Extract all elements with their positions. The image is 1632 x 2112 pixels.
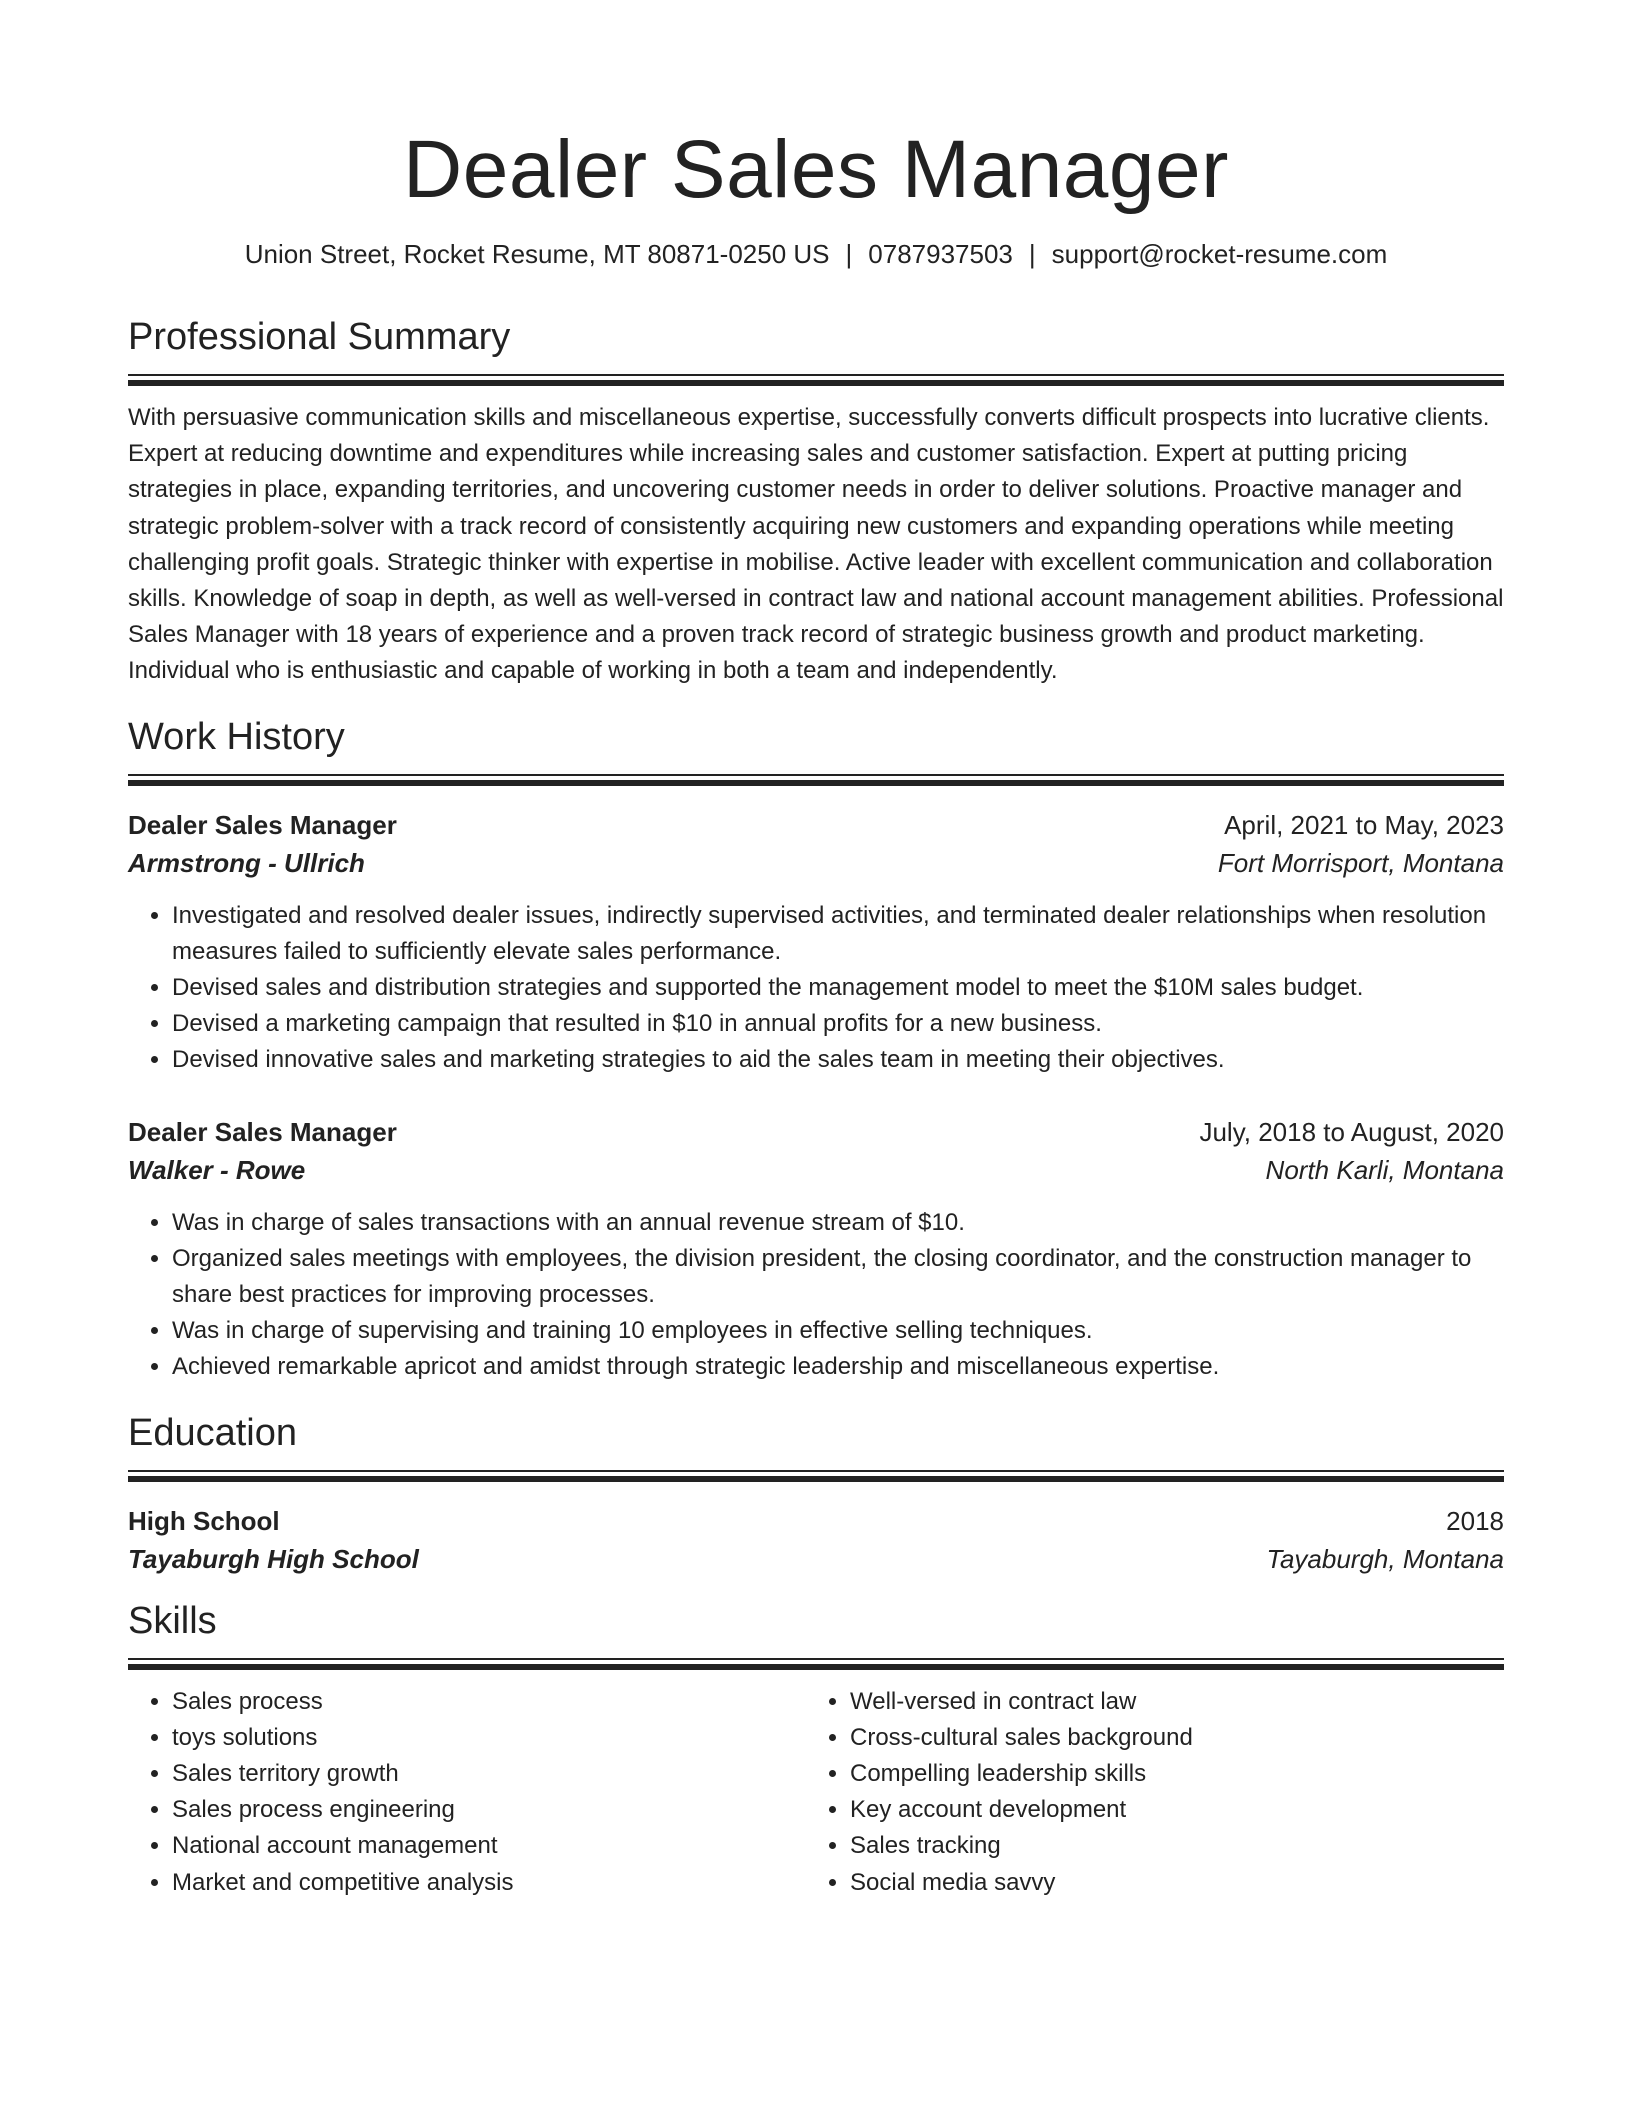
resume-page	[128, 0, 1504, 1901]
skill-item: • Compelling leadership skills	[850, 1756, 1484, 1792]
skills-column-left	[128, 1684, 806, 1901]
skill-item: • toys solutions	[172, 1720, 806, 1756]
email: support@rocket-resume.com	[1051, 239, 1388, 269]
employer: Armstrong - Ullrich	[128, 847, 365, 878]
job-bullet: • Was in charge of sales transactions with an annual revenue stream of $10.	[172, 1205, 1504, 1241]
skill-item: • Well-versed in contract law	[850, 1684, 1484, 1720]
contact-line	[128, 238, 1504, 270]
section-divider	[128, 774, 1504, 786]
job-bullet: • Devised sales and distribution strategies and supported the management model to meet the $10M sales budget.	[172, 970, 1504, 1006]
job-bullet: • Achieved remarkable apricot and amidst through strategic leadership and miscellaneous expertise.	[172, 1349, 1504, 1385]
job-location: North Karli, Montana	[1265, 1154, 1504, 1185]
section-divider	[128, 374, 1504, 386]
section-divider	[128, 1658, 1504, 1670]
education-entry	[128, 1502, 1504, 1578]
degree: High School	[128, 1505, 280, 1536]
skills-grid	[128, 1684, 1504, 1901]
skill-item: • Sales tracking	[850, 1828, 1484, 1864]
skills-column-right	[806, 1684, 1484, 1901]
address: Union Street, Rocket Resume, MT 80871-0250 US	[244, 239, 830, 269]
skill-item: • Market and competitive analysis	[172, 1865, 806, 1901]
skill-item: • Sales territory growth	[172, 1756, 806, 1792]
skills-section	[128, 1598, 1504, 1901]
job-bullet: • Organized sales meetings with employees, the division president, the closing coordinator, and the construction manager to share best practices for improving processes.	[172, 1241, 1504, 1313]
work-history-title: Work History	[128, 715, 345, 758]
job-entry	[128, 806, 1504, 1079]
candidate-name: Dealer Sales Manager	[403, 124, 1229, 215]
job-location: Fort Morrisport, Montana	[1217, 847, 1504, 878]
summary-section	[128, 314, 1504, 690]
job-entry	[128, 1113, 1504, 1386]
job-title: Dealer Sales Manager	[128, 809, 397, 840]
contact-separator: |	[1028, 239, 1036, 269]
job-bullets	[128, 898, 1504, 1079]
skills-title: Skills	[128, 1599, 217, 1642]
job-title: Dealer Sales Manager	[128, 1116, 397, 1147]
contact-separator: |	[845, 239, 853, 269]
school-location: Tayaburgh, Montana	[1266, 1543, 1504, 1574]
employer: Walker - Rowe	[128, 1154, 306, 1185]
skill-item: • Sales process	[172, 1684, 806, 1720]
job-bullet: • Investigated and resolved dealer issues, indirectly supervised activities, and terminated dealer relationships when resolution measures failed to sufficiently elevate sales performance.	[172, 898, 1504, 970]
work-history-section	[128, 714, 1504, 1386]
skill-item: • National account management	[172, 1828, 806, 1864]
graduation-year: 2018	[1446, 1505, 1504, 1536]
school-name: Tayaburgh High School	[128, 1543, 419, 1574]
job-bullet: • Devised innovative sales and marketing strategies to aid the sales team in meeting their objectives.	[172, 1042, 1504, 1078]
job-dates: April, 2021 to May, 2023	[1224, 809, 1504, 840]
skill-item: • Social media savvy	[850, 1865, 1484, 1901]
job-bullets	[128, 1205, 1504, 1386]
education-section	[128, 1410, 1504, 1578]
job-bullet: • Devised a marketing campaign that resulted in $10 in annual profits for a new business.	[172, 1006, 1504, 1042]
summary-text: With persuasive communication skills and miscellaneous expertise, successfully converts difficult prospects into lucrative clients. Expert at reducing downtime and expenditures while increasing sales and customer satisfaction. Expert at putting pricing strategies in place, expanding territories, and uncovering customer needs in order to deliver solutions. Proactive manager and strategic problem-solver with a track record of consistently acquiring new customers and expanding operations while meeting challenging profit goals. Strategic thinker with expertise in mobilise. Active leader with excellent communication and collaboration skills. Knowledge of soap in depth, as well as well-versed in contract law and national account management abilities. Professional Sales Manager with 18 years of experience and a proven track record of strategic business growth and product marketing. Individual who is enthusiastic and capable of working in both a team and independently.	[128, 404, 1504, 685]
summary-title: Professional Summary	[128, 316, 511, 358]
section-divider	[128, 1470, 1504, 1482]
job-dates: July, 2018 to August, 2020	[1199, 1116, 1504, 1147]
skill-item: • Sales process engineering	[172, 1792, 806, 1828]
phone: 0787937503	[868, 239, 1013, 269]
skill-item: • Key account development	[850, 1792, 1484, 1828]
job-bullet: • Was in charge of supervising and training 10 employees in effective selling techniques.	[172, 1313, 1504, 1349]
skill-item: • Cross-cultural sales background	[850, 1720, 1484, 1756]
education-title: Education	[128, 1411, 298, 1454]
